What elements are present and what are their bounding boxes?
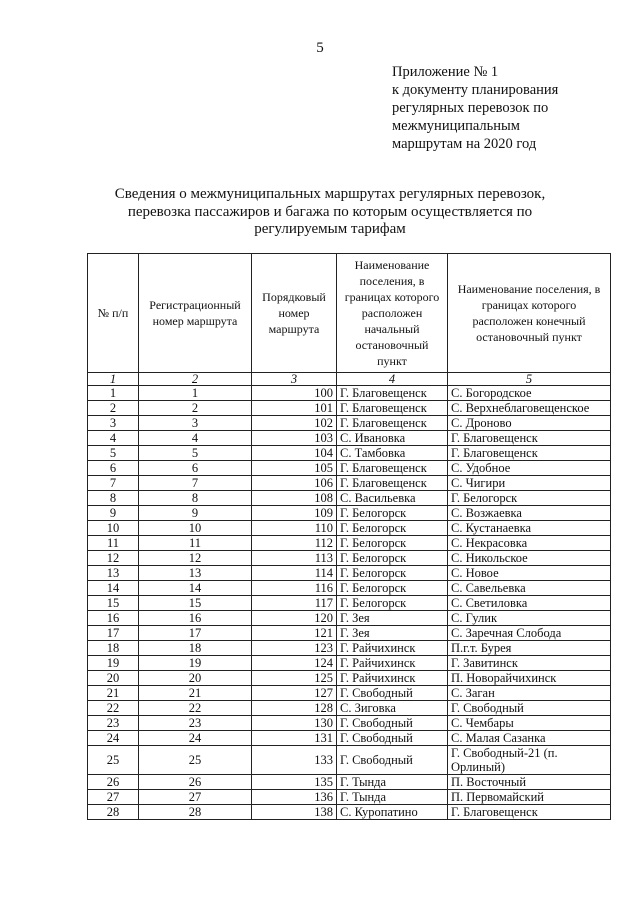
cell-row-number: 20 bbox=[88, 671, 139, 686]
cell-ordinal-number: 110 bbox=[252, 521, 337, 536]
cell-registration-number: 23 bbox=[139, 716, 252, 731]
cell-end-settlement: С. Никольское bbox=[448, 551, 611, 566]
header-row-number: № п/п bbox=[88, 254, 139, 373]
cell-start-settlement: Г. Белогорск bbox=[337, 536, 448, 551]
cell-ordinal-number: 121 bbox=[252, 626, 337, 641]
cell-registration-number: 13 bbox=[139, 566, 252, 581]
cell-ordinal-number: 109 bbox=[252, 506, 337, 521]
cell-start-settlement: Г. Белогорск bbox=[337, 551, 448, 566]
cell-row-number: 27 bbox=[88, 790, 139, 805]
header-start-settlement: Наименование поселения, в границах которого расположен начальный остановочный пункт bbox=[337, 254, 448, 373]
cell-row-number: 12 bbox=[88, 551, 139, 566]
cell-row-number: 13 bbox=[88, 566, 139, 581]
cell-ordinal-number: 130 bbox=[252, 716, 337, 731]
cell-registration-number: 24 bbox=[139, 731, 252, 746]
cell-start-settlement: Г. Свободный bbox=[337, 686, 448, 701]
cell-start-settlement: Г. Благовещенск bbox=[337, 386, 448, 401]
table-row bbox=[88, 431, 611, 446]
cell-ordinal-number: 113 bbox=[252, 551, 337, 566]
table-row bbox=[88, 775, 611, 790]
cell-ordinal-number: 101 bbox=[252, 401, 337, 416]
cell-start-settlement: С. Зиговка bbox=[337, 701, 448, 716]
cell-end-settlement: С. Заган bbox=[448, 686, 611, 701]
cell-end-settlement: С. Верхнеблаговещенское bbox=[448, 401, 611, 416]
cell-ordinal-number: 136 bbox=[252, 790, 337, 805]
cell-ordinal-number: 105 bbox=[252, 461, 337, 476]
cell-row-number: 2 bbox=[88, 401, 139, 416]
cell-start-settlement: Г. Белогорск bbox=[337, 506, 448, 521]
cell-ordinal-number: 128 bbox=[252, 701, 337, 716]
table-row bbox=[88, 536, 611, 551]
table-row bbox=[88, 790, 611, 805]
cell-row-number: 19 bbox=[88, 656, 139, 671]
cell-ordinal-number: 108 bbox=[252, 491, 337, 506]
cell-end-settlement: С. Некрасовка bbox=[448, 536, 611, 551]
cell-end-settlement: С. Богородское bbox=[448, 386, 611, 401]
cell-ordinal-number: 123 bbox=[252, 641, 337, 656]
cell-start-settlement: Г. Белогорск bbox=[337, 566, 448, 581]
cell-registration-number: 21 bbox=[139, 686, 252, 701]
cell-row-number: 9 bbox=[88, 506, 139, 521]
appendix-line: межмуниципальным bbox=[392, 118, 520, 134]
cell-end-settlement: Г. Свободный bbox=[448, 701, 611, 716]
header-registration-number: Регистрационный номер маршрута bbox=[139, 254, 252, 373]
cell-end-settlement: С. Чембары bbox=[448, 716, 611, 731]
table-row bbox=[88, 386, 611, 401]
cell-registration-number: 11 bbox=[139, 536, 252, 551]
table-row bbox=[88, 566, 611, 581]
cell-row-number: 14 bbox=[88, 581, 139, 596]
cell-registration-number: 16 bbox=[139, 611, 252, 626]
cell-registration-number: 3 bbox=[139, 416, 252, 431]
cell-end-settlement: С. Новое bbox=[448, 566, 611, 581]
table-row bbox=[88, 596, 611, 611]
cell-end-settlement: С. Дроново bbox=[448, 416, 611, 431]
cell-row-number: 21 bbox=[88, 686, 139, 701]
cell-ordinal-number: 116 bbox=[252, 581, 337, 596]
heading-line: Сведения о межмуниципальных маршрутах регулярных перевозок, bbox=[114, 186, 546, 202]
cell-end-settlement: Г. Свободный-21 (п. Орлиный) bbox=[448, 746, 611, 775]
table-row bbox=[88, 401, 611, 416]
appendix-line: к документу планирования bbox=[392, 82, 559, 98]
cell-registration-number: 28 bbox=[139, 805, 252, 820]
routes-table-body bbox=[88, 386, 611, 820]
cell-row-number: 10 bbox=[88, 521, 139, 536]
cell-end-settlement: Г. Благовещенск bbox=[448, 431, 611, 446]
cell-row-number: 25 bbox=[88, 746, 139, 775]
cell-registration-number: 18 bbox=[139, 641, 252, 656]
cell-ordinal-number: 104 bbox=[252, 446, 337, 461]
cell-ordinal-number: 103 bbox=[252, 431, 337, 446]
cell-ordinal-number: 124 bbox=[252, 656, 337, 671]
appendix-line: Приложение № 1 bbox=[392, 64, 499, 80]
table-row bbox=[88, 656, 611, 671]
cell-registration-number: 8 bbox=[139, 491, 252, 506]
cell-start-settlement: С. Куропатино bbox=[337, 805, 448, 820]
column-index: 1 bbox=[88, 373, 139, 386]
cell-start-settlement: Г. Райчихинск bbox=[337, 641, 448, 656]
cell-start-settlement: Г. Благовещенск bbox=[337, 476, 448, 491]
cell-end-settlement: С. Кустанаевка bbox=[448, 521, 611, 536]
table-row bbox=[88, 491, 611, 506]
cell-registration-number: 7 bbox=[139, 476, 252, 491]
cell-registration-number: 26 bbox=[139, 775, 252, 790]
cell-registration-number: 19 bbox=[139, 656, 252, 671]
header-ordinal-number: Порядковый номер маршрута bbox=[252, 254, 337, 373]
cell-start-settlement: Г. Райчихинск bbox=[337, 671, 448, 686]
cell-registration-number: 10 bbox=[139, 521, 252, 536]
appendix-line: регулярных перевозок по bbox=[392, 100, 549, 116]
cell-start-settlement: С. Ивановка bbox=[337, 431, 448, 446]
cell-registration-number: 14 bbox=[139, 581, 252, 596]
cell-row-number: 26 bbox=[88, 775, 139, 790]
table-row bbox=[88, 581, 611, 596]
cell-registration-number: 5 bbox=[139, 446, 252, 461]
appendix-line: маршрутам на 2020 год bbox=[392, 136, 537, 152]
table-row bbox=[88, 626, 611, 641]
cell-start-settlement: Г. Белогорск bbox=[337, 596, 448, 611]
header-end-settlement: Наименование поселения, в границах которого расположен конечный остановочный пункт bbox=[448, 254, 611, 373]
cell-registration-number: 20 bbox=[139, 671, 252, 686]
cell-row-number: 5 bbox=[88, 446, 139, 461]
cell-registration-number: 2 bbox=[139, 401, 252, 416]
cell-registration-number: 25 bbox=[139, 746, 252, 775]
cell-registration-number: 6 bbox=[139, 461, 252, 476]
cell-ordinal-number: 100 bbox=[252, 386, 337, 401]
cell-ordinal-number: 133 bbox=[252, 746, 337, 775]
column-index: 3 bbox=[252, 373, 337, 386]
cell-ordinal-number: 102 bbox=[252, 416, 337, 431]
cell-ordinal-number: 120 bbox=[252, 611, 337, 626]
cell-registration-number: 12 bbox=[139, 551, 252, 566]
cell-row-number: 16 bbox=[88, 611, 139, 626]
cell-row-number: 18 bbox=[88, 641, 139, 656]
cell-start-settlement: С. Васильевка bbox=[337, 491, 448, 506]
cell-ordinal-number: 114 bbox=[252, 566, 337, 581]
table-header-row bbox=[88, 254, 611, 373]
cell-ordinal-number: 138 bbox=[252, 805, 337, 820]
cell-ordinal-number: 117 bbox=[252, 596, 337, 611]
cell-end-settlement: Г. Белогорск bbox=[448, 491, 611, 506]
cell-row-number: 1 bbox=[88, 386, 139, 401]
cell-row-number: 6 bbox=[88, 461, 139, 476]
cell-end-settlement: С. Заречная Слобода bbox=[448, 626, 611, 641]
cell-registration-number: 17 bbox=[139, 626, 252, 641]
table-row bbox=[88, 476, 611, 491]
cell-ordinal-number: 131 bbox=[252, 731, 337, 746]
cell-registration-number: 9 bbox=[139, 506, 252, 521]
cell-start-settlement: Г. Благовещенск bbox=[337, 401, 448, 416]
cell-end-settlement: С. Возжаевка bbox=[448, 506, 611, 521]
cell-row-number: 3 bbox=[88, 416, 139, 431]
cell-row-number: 7 bbox=[88, 476, 139, 491]
cell-end-settlement: П. Новорайчихинск bbox=[448, 671, 611, 686]
table-row bbox=[88, 461, 611, 476]
table-row bbox=[88, 641, 611, 656]
table-row bbox=[88, 686, 611, 701]
table-row bbox=[88, 671, 611, 686]
cell-registration-number: 1 bbox=[139, 386, 252, 401]
cell-end-settlement: С. Удобное bbox=[448, 461, 611, 476]
cell-start-settlement: Г. Тында bbox=[337, 775, 448, 790]
appendix-note bbox=[392, 63, 622, 153]
cell-row-number: 15 bbox=[88, 596, 139, 611]
table-row bbox=[88, 506, 611, 521]
cell-start-settlement: Г. Благовещенск bbox=[337, 416, 448, 431]
cell-end-settlement: С. Светиловка bbox=[448, 596, 611, 611]
cell-end-settlement: Г. Благовещенск bbox=[448, 805, 611, 820]
column-index: 4 bbox=[337, 373, 448, 386]
cell-start-settlement: Г. Зея bbox=[337, 611, 448, 626]
table-row bbox=[88, 701, 611, 716]
table-row bbox=[88, 716, 611, 731]
routes-table bbox=[87, 253, 611, 820]
cell-end-settlement: П. Первомайский bbox=[448, 790, 611, 805]
cell-start-settlement: Г. Белогорск bbox=[337, 521, 448, 536]
cell-ordinal-number: 135 bbox=[252, 775, 337, 790]
cell-start-settlement: Г. Свободный bbox=[337, 731, 448, 746]
cell-end-settlement: Г. Благовещенск bbox=[448, 446, 611, 461]
cell-start-settlement: Г. Райчихинск bbox=[337, 656, 448, 671]
cell-start-settlement: Г. Зея bbox=[337, 626, 448, 641]
cell-row-number: 8 bbox=[88, 491, 139, 506]
table-row bbox=[88, 446, 611, 461]
cell-start-settlement: Г. Свободный bbox=[337, 746, 448, 775]
cell-row-number: 22 bbox=[88, 701, 139, 716]
heading-line: регулируемым тарифам bbox=[254, 221, 406, 237]
cell-end-settlement: Г. Завитинск bbox=[448, 656, 611, 671]
cell-start-settlement: Г. Благовещенск bbox=[337, 461, 448, 476]
table-row bbox=[88, 731, 611, 746]
cell-row-number: 28 bbox=[88, 805, 139, 820]
cell-end-settlement: С. Гулик bbox=[448, 611, 611, 626]
cell-ordinal-number: 127 bbox=[252, 686, 337, 701]
cell-start-settlement: Г. Свободный bbox=[337, 716, 448, 731]
cell-start-settlement: С. Тамбовка bbox=[337, 446, 448, 461]
cell-start-settlement: Г. Белогорск bbox=[337, 581, 448, 596]
column-index: 5 bbox=[448, 373, 611, 386]
cell-registration-number: 22 bbox=[139, 701, 252, 716]
cell-registration-number: 15 bbox=[139, 596, 252, 611]
table-row bbox=[88, 805, 611, 820]
cell-ordinal-number: 112 bbox=[252, 536, 337, 551]
cell-row-number: 4 bbox=[88, 431, 139, 446]
cell-ordinal-number: 106 bbox=[252, 476, 337, 491]
cell-end-settlement: С. Малая Сазанка bbox=[448, 731, 611, 746]
table-row bbox=[88, 551, 611, 566]
cell-ordinal-number: 125 bbox=[252, 671, 337, 686]
cell-end-settlement: С. Савельевка bbox=[448, 581, 611, 596]
table-row bbox=[88, 746, 611, 775]
table-row bbox=[88, 416, 611, 431]
document-heading bbox=[110, 186, 550, 239]
cell-row-number: 11 bbox=[88, 536, 139, 551]
cell-registration-number: 4 bbox=[139, 431, 252, 446]
column-index-row bbox=[88, 373, 611, 386]
cell-end-settlement: П.г.т. Бурея bbox=[448, 641, 611, 656]
cell-end-settlement: П. Восточный bbox=[448, 775, 611, 790]
table-row bbox=[88, 521, 611, 536]
heading-line: перевозка пассажиров и багажа по которым осуществляется по bbox=[127, 203, 533, 220]
cell-row-number: 23 bbox=[88, 716, 139, 731]
cell-registration-number: 27 bbox=[139, 790, 252, 805]
page-number: 5 bbox=[316, 40, 324, 56]
table-row bbox=[88, 611, 611, 626]
cell-row-number: 24 bbox=[88, 731, 139, 746]
cell-row-number: 17 bbox=[88, 626, 139, 641]
cell-start-settlement: Г. Тында bbox=[337, 790, 448, 805]
column-index: 2 bbox=[139, 373, 252, 386]
cell-end-settlement: С. Чигири bbox=[448, 476, 611, 491]
